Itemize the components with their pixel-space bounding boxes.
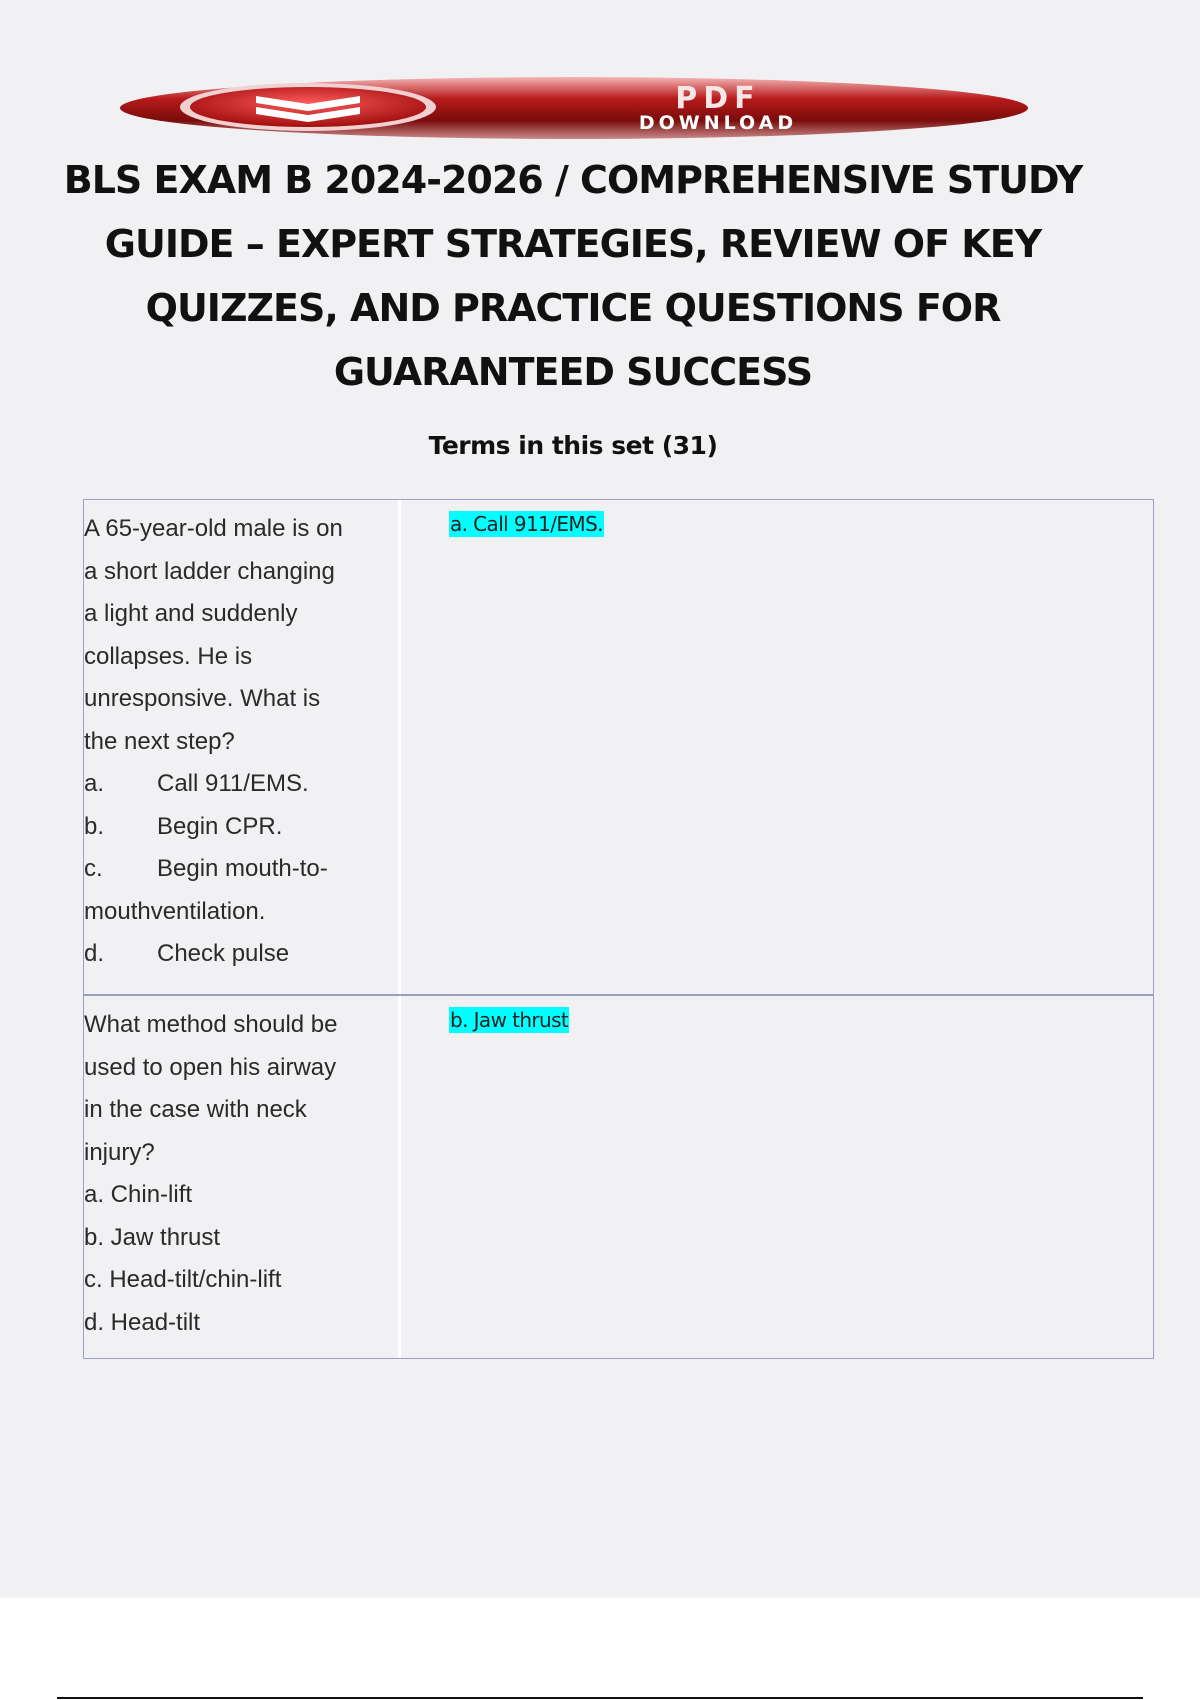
question-cell [84,996,401,1358]
answer-cell [401,500,1153,994]
document-title [60,148,1086,404]
option-text: Begin CPR. [157,812,283,840]
banner-pdf-text: PDF [675,81,761,116]
question-line: unresponsive. What is [84,685,321,712]
question-line: a short ladder changing [84,557,335,585]
pdf-download-logo [118,74,1030,142]
option-letter: d. [84,940,105,967]
highlighted-answer: b. Jaw thrust [450,1008,569,1032]
question-cell [84,500,401,994]
title-line: BLS EXAM B 2024-2026 / COMPREHENSIVE STUDY [63,158,1083,202]
footer-divider [57,1697,1143,1699]
highlighted-answer: a. Call 911/EMS. [450,512,603,536]
option-c: c. Head-tilt/chin-lift [84,1266,282,1293]
option-d [84,933,398,976]
title-line: GUARANTEED SUCCESS [333,350,813,394]
question-line: injury? [84,1138,155,1166]
option-letter: a. [84,770,105,797]
answer-cell [401,996,1153,1358]
option-text: Check pulse [157,940,290,967]
question-line: in the case with neck [84,1096,307,1123]
term-row [84,994,1153,1358]
banner-download-text: DOWNLOAD [638,112,798,134]
question-line: a light and suddenly [84,600,298,627]
title-line: GUIDE – EXPERT STRATEGIES, REVIEW OF KEY [104,222,1042,266]
question-line: collapses. He is [84,642,253,670]
question-line: used to open his airway [84,1053,337,1081]
option-a: a. Chin-lift [84,1181,193,1208]
option-letter: c. [84,855,103,882]
option-text: Begin mouth-to- [157,855,328,882]
option-d: d. Head-tilt [84,1308,201,1336]
option-a [84,763,398,806]
option-text: Call 911/EMS. [157,770,309,797]
question-line: A 65-year-old male is on [84,515,343,542]
terms-count-heading: Terms in this set (31) [428,431,718,460]
question-line: the next step? [84,727,235,755]
option-c [84,848,398,891]
pdf-download-banner[interactable] [118,74,1030,142]
option-b: b. Jaw thrust [84,1223,221,1251]
option-letter: b. [84,812,105,840]
option-continuation: mouthventilation. [84,897,266,925]
terms-table [83,499,1154,1359]
title-line: QUIZZES, AND PRACTICE QUESTIONS FOR [145,286,1001,330]
term-row [84,500,1153,994]
question-line: What method should be [84,1011,338,1038]
option-b [84,806,398,849]
